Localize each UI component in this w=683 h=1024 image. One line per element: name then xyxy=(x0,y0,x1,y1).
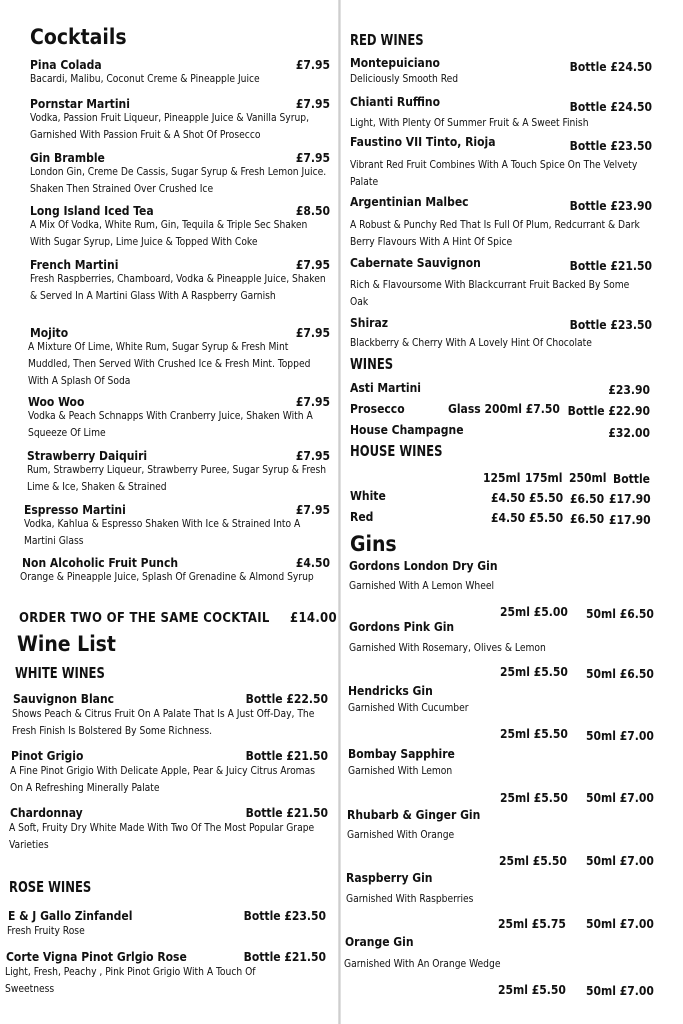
gin-price-25ml: 25ml £5.50 xyxy=(500,791,568,805)
gin-price-25ml: 25ml £5.50 xyxy=(498,983,566,997)
gin-name: Orange Gin xyxy=(345,935,414,949)
cocktail-price: £4.50 xyxy=(295,556,330,570)
cocktail-name: Strawberry Daiquiri xyxy=(27,449,148,463)
cocktail-name: Espresso Martini xyxy=(24,503,126,517)
cocktail-name: Non Alcoholic Fruit Punch xyxy=(22,556,179,570)
wines-title: WINES xyxy=(350,355,394,373)
gin-price-25ml: 25ml £5.50 xyxy=(500,665,568,679)
gin-name: Bombay Sapphire xyxy=(348,747,455,761)
gin-description: Garnished With Lemon xyxy=(348,766,453,777)
gin-price-50ml: 50ml £7.00 xyxy=(586,729,654,743)
house-price: £17.90 xyxy=(609,513,651,527)
gin-price-50ml: 50ml £6.50 xyxy=(586,667,654,681)
wine-description: Vibrant Red Fruit Combines With A Touch Spice On The Velvety Palate xyxy=(350,160,638,188)
gin-price-25ml: 25ml £5.00 xyxy=(500,605,568,619)
wine-name: E & J Gallo Zinfandel xyxy=(8,909,133,923)
cocktail-price: £7.95 xyxy=(295,97,330,111)
house-header: Bottle xyxy=(613,472,650,486)
wine-price: £23.90 xyxy=(608,383,650,397)
cocktail-description: A Mixture Of Lime, White Rum, Sugar Syrup & Fresh Mint Muddled, Then Served With Crushed Ice & Fresh Mint. Topped With A Splash Of Soda xyxy=(28,342,311,387)
cocktail-name: Mojito xyxy=(30,326,69,340)
house-wines-title: HOUSE WINES xyxy=(350,442,443,460)
house-row-name: White xyxy=(350,489,386,503)
wine-name: Prosecco xyxy=(350,402,405,416)
gin-price-50ml: 50ml £7.00 xyxy=(586,854,654,868)
wine-price: Bottle £23.50 xyxy=(243,909,326,923)
wine-description: Fresh Fruity Rose xyxy=(7,926,85,937)
cocktail-price: £7.95 xyxy=(295,326,330,340)
cocktail-price: £7.95 xyxy=(295,449,330,463)
wine-description: Blackberry & Cherry With A Lovely Hint Of Chocolate xyxy=(350,338,592,349)
gin-price-50ml: 50ml £7.00 xyxy=(586,917,654,931)
gin-description: Garnished With An Orange Wedge xyxy=(344,959,501,970)
wine-description: Light, With Plenty Of Summer Fruit & A Sweet Finish xyxy=(350,118,589,129)
wine-description: Light, Fresh, Peachy , Pink Pinot Grigio With A Touch Of Sweetness xyxy=(5,967,256,995)
wine-price: Bottle £24.50 xyxy=(569,100,652,114)
white-wines-title: WHITE WINES xyxy=(15,664,105,682)
wine-price: Bottle £21.50 xyxy=(245,806,328,820)
house-price: £6.50 xyxy=(570,512,605,526)
wine-name: Chardonnay xyxy=(10,806,83,820)
gin-description: Garnished With Raspberries xyxy=(346,894,474,905)
house-price: £4.50 xyxy=(491,491,526,505)
wine-price: Bottle £23.50 xyxy=(569,139,652,153)
house-price: £17.90 xyxy=(609,492,651,506)
house-price: £4.50 xyxy=(491,511,526,525)
cocktail-price: £7.95 xyxy=(295,258,330,272)
cocktail-price: £7.95 xyxy=(295,151,330,165)
wine-name: House Champagne xyxy=(350,423,464,437)
gin-name: Raspberry Gin xyxy=(346,871,433,885)
cocktail-description: Fresh Raspberries, Chamboard, Vodka & Pineapple Juice, Shaken & Served In A Martini Glass With A Raspberry Garnish xyxy=(30,274,326,302)
wine-price: Bottle £22.50 xyxy=(245,692,328,706)
cocktail-description: Rum, Strawberry Liqueur, Strawberry Puree, Sugar Syrup & Fresh Lime & Ice, Shaken & Strained xyxy=(27,465,327,493)
wine-price: Bottle £23.90 xyxy=(569,199,652,213)
house-header: 250ml xyxy=(569,471,607,485)
cocktail-price: £7.95 xyxy=(295,58,330,72)
cocktail-description: Orange & Pineapple Juice, Splash Of Grenadine & Almond Syrup xyxy=(20,572,314,583)
wine-price: Bottle £21.50 xyxy=(243,950,326,964)
wine-name: Cabernate Sauvignon xyxy=(350,256,481,270)
gin-description: Garnished With A Lemon Wheel xyxy=(349,581,495,592)
gin-price-25ml: 25ml £5.50 xyxy=(500,727,568,741)
cocktail-price: £7.95 xyxy=(295,503,330,517)
wine-description: A Fine Pinot Grigio With Delicate Apple, Pear & Juicy Citrus Aromas On A Refreshing Minerally Palate xyxy=(10,766,316,794)
cocktail-description: A Mix Of Vodka, White Rum, Gin, Tequila & Triple Sec Shaken With Sugar Syrup, Lime Juice & Topped With Coke xyxy=(30,220,308,248)
gin-price-50ml: 50ml £7.00 xyxy=(586,791,654,805)
cocktail-name: Woo Woo xyxy=(28,395,85,409)
wine-price: £32.00 xyxy=(608,426,650,440)
gin-price-50ml: 50ml £7.00 xyxy=(586,984,654,998)
gin-name: Gordons London Dry Gin xyxy=(349,559,498,573)
wine-description: Shows Peach & Citrus Fruit On A Palate That Is A Just Off-Day, The Fresh Finish Is Bolstered By Some Richness. xyxy=(12,709,315,737)
cocktail-name: Gin Bramble xyxy=(30,151,105,165)
wine-price: Bottle £24.50 xyxy=(569,60,652,74)
cocktail-name: Long Island Iced Tea xyxy=(30,204,154,218)
house-header: 125ml xyxy=(483,471,521,485)
wine-name: Shiraz xyxy=(350,316,389,330)
cocktail-description: Bacardi, Malibu, Coconut Creme & Pineapple Juice xyxy=(30,74,260,85)
wine-description: Rich & Flavoursome With Blackcurrant Fruit Backed By Some Oak xyxy=(350,280,630,308)
cocktail-name: Pina Colada xyxy=(30,58,102,72)
wine-list-title: Wine List xyxy=(17,632,116,656)
gin-price-50ml: 50ml £6.50 xyxy=(586,607,654,621)
gin-description: Garnished With Cucumber xyxy=(348,703,469,714)
order-two-offer: ORDER TWO OF THE SAME COCKTAIL xyxy=(19,611,270,626)
house-header: 175ml xyxy=(525,471,563,485)
red-wines-title: RED WINES xyxy=(350,31,424,49)
cocktail-price: £7.95 xyxy=(295,395,330,409)
wine-name: Sauvignon Blanc xyxy=(13,692,115,706)
wine-description: A Robust & Punchy Red That Is Full Of Plum, Redcurrant & Dark Berry Flavours With A Hint Of Spice xyxy=(350,220,640,248)
gins-title: Gins xyxy=(350,532,397,556)
cocktail-description: Vodka, Passion Fruit Liqueur, Pineapple Juice & Vanilla Syrup, Garnished With Passion Fruit & A Shot Of Prosecco xyxy=(30,113,310,141)
gin-name: Gordons Pink Gin xyxy=(349,620,455,634)
wine-description: Deliciously Smooth Red xyxy=(350,74,459,85)
wine-price: Bottle £23.50 xyxy=(569,318,652,332)
wine-name: Asti Martini xyxy=(350,381,421,395)
cocktail-name: French Martini xyxy=(30,258,119,272)
wine-name: Pinot Grigio xyxy=(11,749,84,763)
prosecco-glass-price: Glass 200ml £7.50 xyxy=(448,402,560,416)
gin-name: Hendricks Gin xyxy=(348,684,433,698)
house-price: £5.50 xyxy=(529,511,564,525)
wine-description: A Soft, Fruity Dry White Made With Two Of The Most Popular Grape Varieties xyxy=(9,823,315,851)
wine-name: Argentinian Malbec xyxy=(350,195,469,209)
cocktail-description: Vodka, Kahlua & Espresso Shaken With Ice & Strained Into A Martini Glass xyxy=(24,519,301,547)
cocktail-description: Vodka & Peach Schnapps With Cranberry Juice, Shaken With A Squeeze Of Lime xyxy=(28,411,313,439)
column-divider xyxy=(338,0,341,1024)
wine-name: Corte Vigna Pinot Grlgio Rose xyxy=(6,950,187,964)
gin-price-25ml: 25ml £5.75 xyxy=(498,917,566,931)
house-row-name: Red xyxy=(350,510,374,524)
rose-wines-title: ROSE WINES xyxy=(9,878,92,896)
wine-price: Bottle £21.50 xyxy=(569,259,652,273)
house-price: £5.50 xyxy=(529,491,564,505)
cocktail-price: £8.50 xyxy=(295,204,330,218)
cocktails-title: Cocktails xyxy=(30,25,127,49)
gin-price-25ml: 25ml £5.50 xyxy=(499,854,567,868)
order-two-price: £14.00 xyxy=(290,611,337,626)
wine-price: Bottle £21.50 xyxy=(245,749,328,763)
wine-name: Montepuiciano xyxy=(350,56,440,70)
gin-description: Garnished With Orange xyxy=(347,830,455,841)
wine-name: Chianti Ruffino xyxy=(350,95,441,109)
wine-price: Bottle £22.90 xyxy=(567,404,650,418)
cocktail-name: Pornstar Martini xyxy=(30,97,130,111)
cocktail-description: London Gin, Creme De Cassis, Sugar Syrup & Fresh Lemon Juice. Shaken Then Strained Over Crushed Ice xyxy=(30,167,327,195)
gin-name: Rhubarb & Ginger Gin xyxy=(347,808,481,822)
house-price: £6.50 xyxy=(570,492,605,506)
gin-description: Garnished With Rosemary, Olives & Lemon xyxy=(349,643,546,654)
wine-name: Faustino VII Tinto, Rioja xyxy=(350,135,496,149)
